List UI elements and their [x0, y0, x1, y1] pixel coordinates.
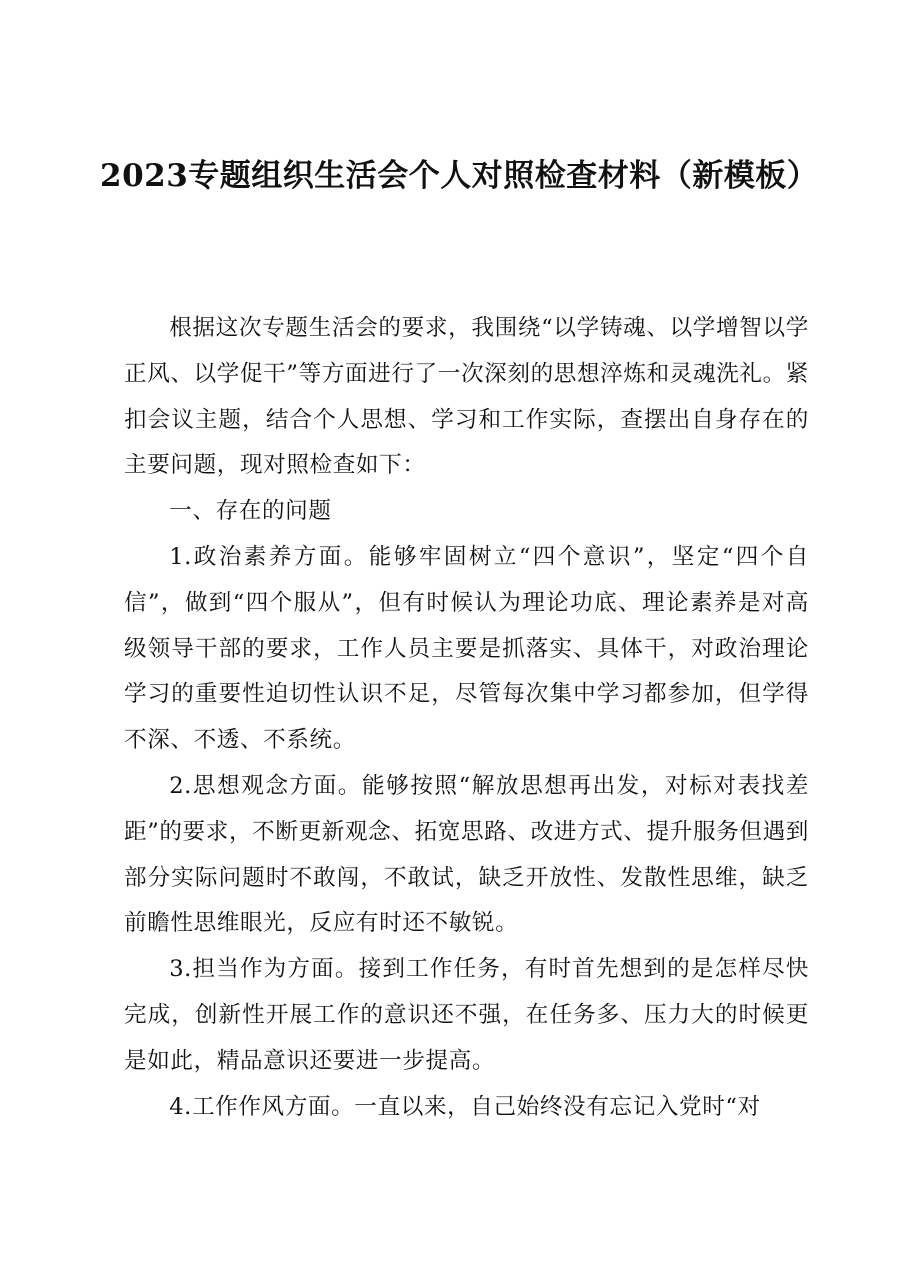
paragraph-responsibility: 3.担当作为方面。接到工作任务，有时首先想到的是怎样尽快完成，创新性开展工作的意识还不强，在任务多、压力大的时候更是如此，精品意识还要进一步提高。 — [124, 956, 809, 1074]
paragraph-intro: 根据这次专题生活会的要求，我围绕“以学铸魂、以学增智以学正风、以学促干”等方面进行了一次深刻的思想淬炼和灵魂洗礼。紧扣会议主题，结合个人思想、学习和工作实际，查摆出自身存在的主要问题，现对照检查如下： — [124, 315, 809, 479]
paragraph-political-literacy: 1.政治素养方面。能够牢固树立“四个意识”，坚定“四个自信”，做到“四个服从”，但有时候认为理论功底、理论素养是对高级领导干部的要求，工作人员主要是抓落实、具体干，对政治理论学习的重要性迫切性认识不足，尽管每次集中学习都参加，但学得不深、不透、不系统。 — [124, 543, 809, 754]
document-body — [124, 306, 809, 1130]
paragraph-ideology: 2.思想观念方面。能够按照“解放思想再出发，对标对表找差距”的要求，不断更新观念、拓宽思路、改进方式、提升服务但遇到部分实际问题时不敢闯，不敢试，缺乏开放性、发散性思维，缺乏前瞻性思维眼光，反应有时还不敏锐。 — [124, 772, 809, 937]
section-heading-problems: 一、存在的问题 — [169, 498, 332, 525]
paragraph-work-style: 4.工作作风方面。一直以来，自己始终没有忘记入党时“对 — [169, 1093, 761, 1120]
document-title: 2023专题组织生活会个人对照检查材料（新模板） — [100, 158, 819, 194]
